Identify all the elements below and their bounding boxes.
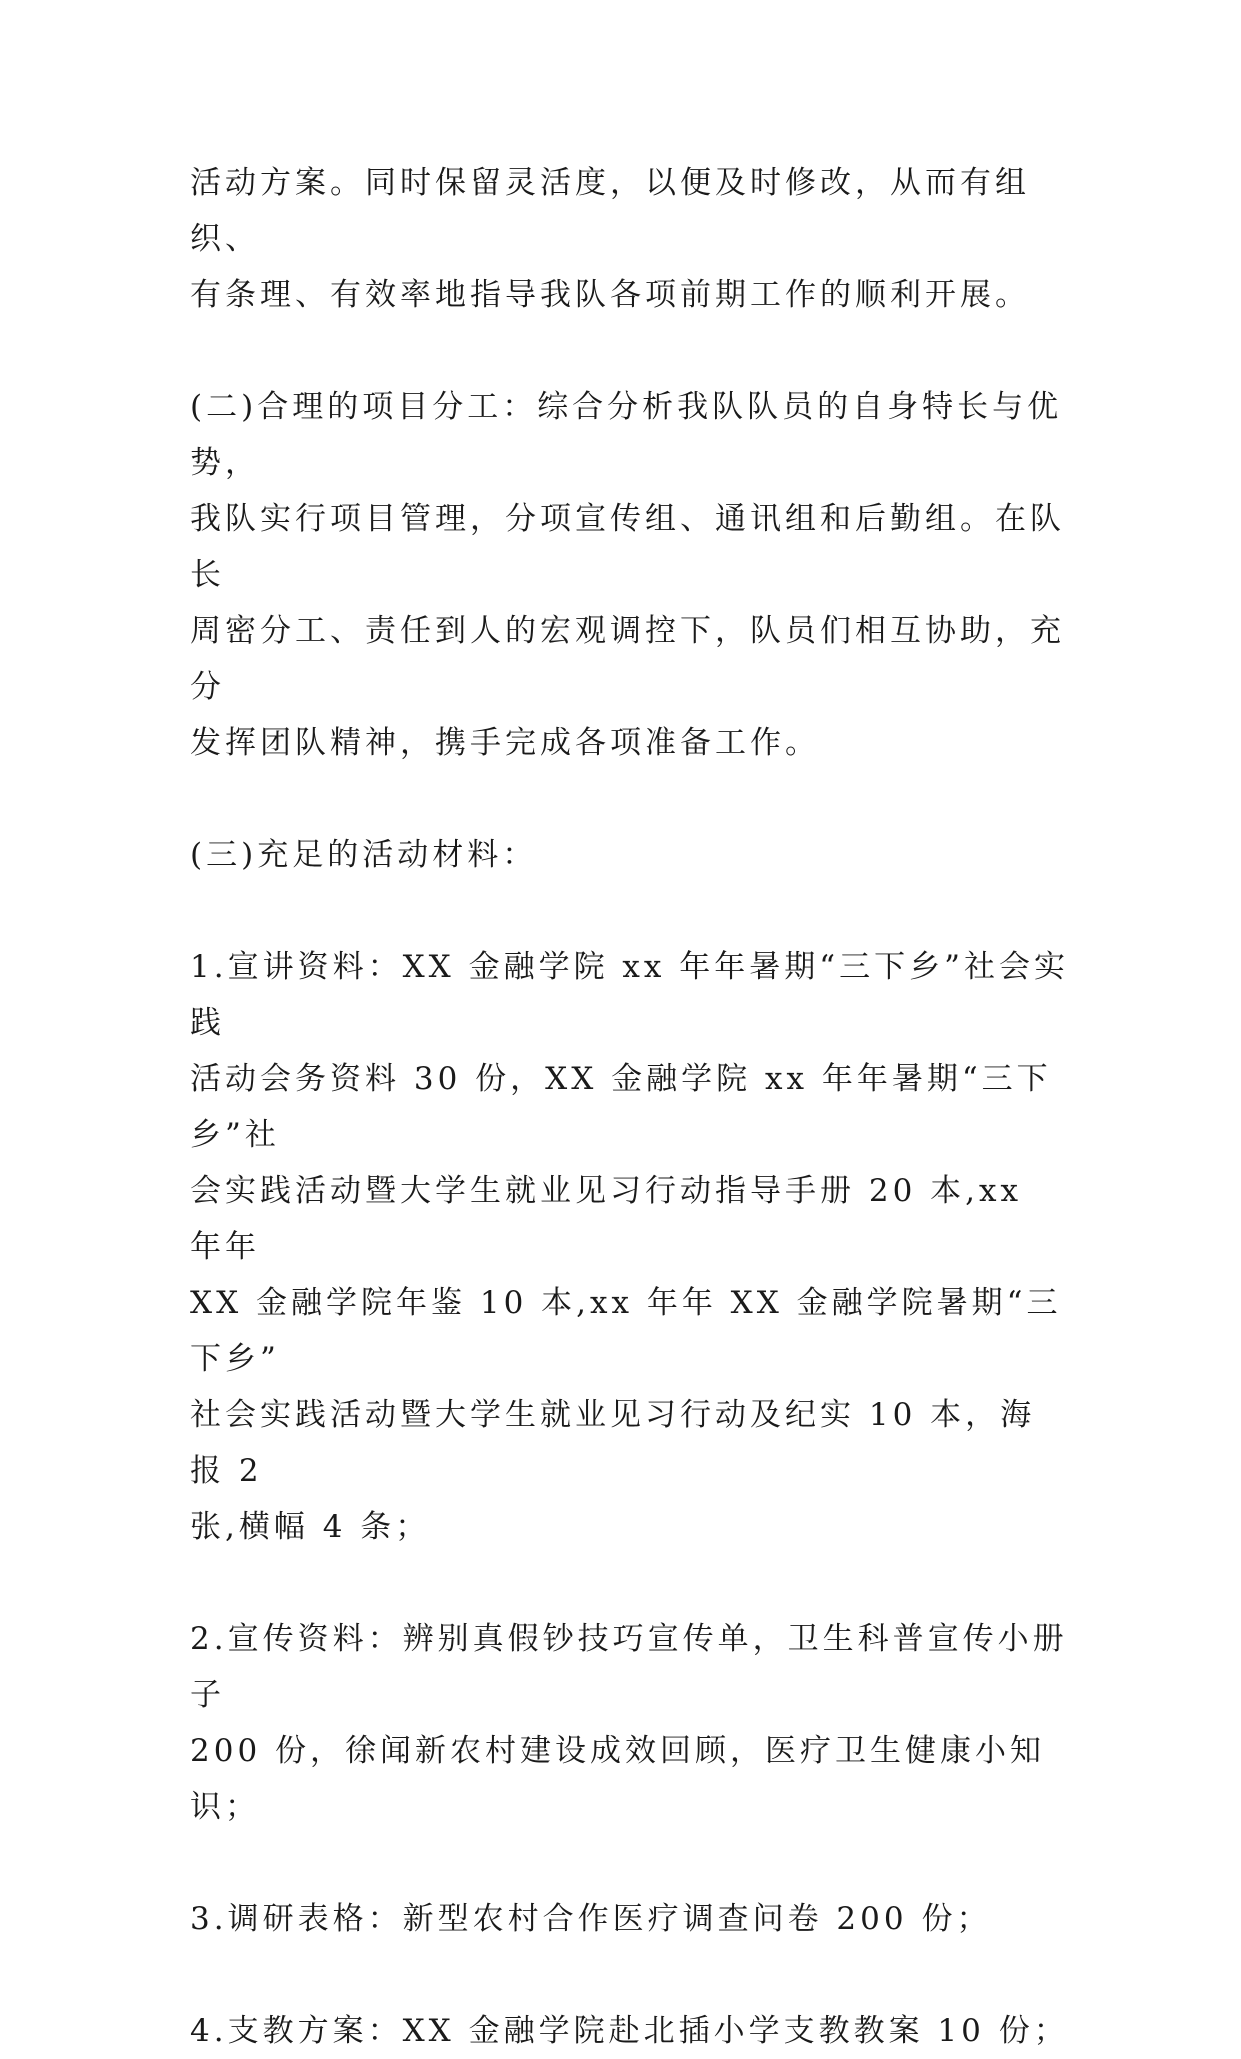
text-line: 2.宣传资料：辨别真假钞技巧宣传单，卫生科普宣传小册子 [190,1621,1068,1713]
text-line: 发挥团队精神，携手完成各项准备工作。 [190,725,820,761]
text-line: 200 份，徐闻新农村建设成效回顾，医疗卫生健康小知识； [190,1733,1046,1825]
text-line: 社会实践活动暨大学生就业见习行动及纪实 10 本，海报 2 [190,1397,1036,1489]
paragraph-gap [190,1947,1070,2003]
paragraph-gap [190,323,1070,379]
text-line: (三)充足的活动材料： [190,837,538,873]
text-line: 4.支教方案：XX 金融学院赴北插小学支教教案 10 份； [190,2013,1069,2049]
text-line: XX 金融学院年鉴 10 本,xx 年年 XX 金融学院暑期“三下乡” [190,1285,1062,1377]
paragraph-plan-continuation [190,155,1070,323]
text-line: 张,横幅 4 条； [190,1509,431,1545]
text-line: 有条理、有效率地指导我队各项前期工作的顺利开展。 [190,277,1030,313]
document-body [190,155,1070,2059]
list-item-publicity-materials [190,1611,1070,1835]
paragraph-gap [190,883,1070,939]
paragraph-gap [190,771,1070,827]
list-item-teaching-plans [190,2003,1070,2059]
paragraph-gap [190,1555,1070,1611]
text-line: 周密分工、责任到人的宏观调控下，队员们相互协助，充分 [190,613,1065,705]
text-line: 会实践活动暨大学生就业见习行动指导手册 20 本,xx 年年 [190,1173,1022,1265]
list-item-lecture-materials [190,939,1070,1555]
text-line: (二)合理的项目分工：综合分析我队队员的自身特长与优势， [190,389,1063,481]
list-item-survey-forms [190,1891,1070,1947]
paragraph-gap [190,1835,1070,1891]
paragraph-project-division [190,379,1070,771]
text-line: 活动会务资料 30 份，XX 金融学院 xx 年年暑期“三下乡”社 [190,1061,1052,1153]
text-line: 活动方案。同时保留灵活度，以便及时修改，从而有组织、 [190,165,1030,257]
text-line: 我队实行项目管理，分项宣传组、通讯组和后勤组。在队长 [190,501,1065,593]
text-line: 1.宣讲资料：XX 金融学院 xx 年年暑期“三下乡”社会实践 [190,949,1069,1041]
text-line: 3.调研表格：新型农村合作医疗调查问卷 200 份； [190,1901,992,1937]
section-heading-materials [190,827,1070,883]
